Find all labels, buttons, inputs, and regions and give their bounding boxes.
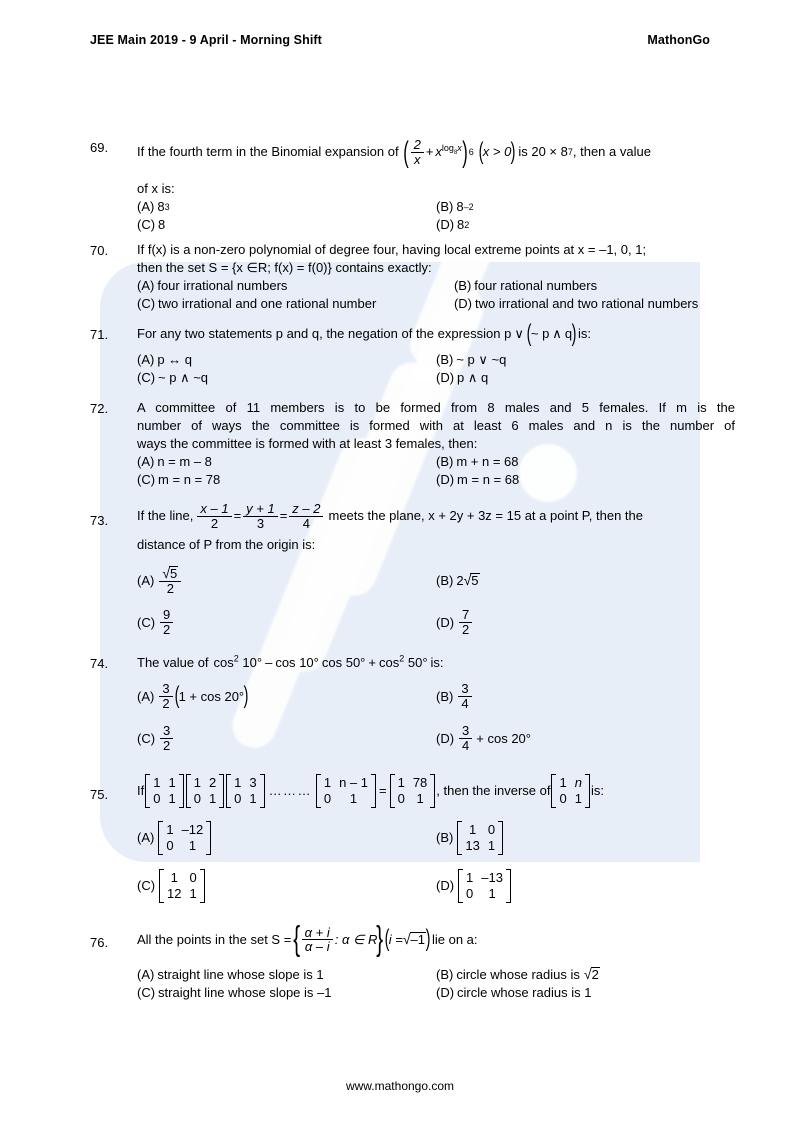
- option-a[interactable]: (A) p ↔ q: [137, 352, 193, 368]
- matrix-5: 1 78 0 1: [390, 774, 436, 808]
- page-footer: [0, 1079, 800, 1093]
- left-brace: {: [293, 919, 301, 958]
- website-url: www.mathongo.com: [345, 1079, 455, 1093]
- q75-equation: [137, 774, 735, 808]
- q73b-sqrt: √ 5: [463, 572, 479, 589]
- question-69: 69. If the fourth term in the Binomial expansion of ( $\frac{2}{x}$ + $x^{log_8x}$ ) 6 ( x > 0 ) is 20 × 8 7 , then a value of x is: (A) 8 3 (B) 8 –2 (C) 8 (D) 8 2: [90, 138, 735, 234]
- option-d[interactable]: (D) two irrational and two rational numbers: [453, 296, 699, 312]
- option-b[interactable]: (B) circle whose radius is √ 2: [436, 966, 599, 983]
- q71-options: [137, 351, 735, 387]
- question-number: 74.: [90, 655, 109, 671]
- option-c[interactable]: (C) straight line whose slope is –1: [137, 984, 332, 1000]
- q74-cos3: cos: [321, 654, 343, 670]
- q75-if: If: [137, 782, 145, 798]
- cond-right-paren: ): [510, 137, 516, 165]
- q76-fraction: $\frac{\alpha + i}{\alpha - i}$: [302, 926, 333, 954]
- option-d[interactable]: (D) circle whose radius is 1: [436, 984, 592, 1000]
- q71-or: ∨: [514, 326, 524, 342]
- q74-plus: +: [368, 654, 376, 670]
- option-a[interactable]: (A) 1 –12 0 1: [137, 814, 436, 862]
- cond-left-paren: (: [478, 137, 484, 165]
- q75d-matrix: 1 –13 0 1: [458, 869, 511, 903]
- q73-pre: If the line,: [137, 508, 194, 524]
- q73-fraction-1: $\frac{x - 1}{2}$: [197, 502, 231, 530]
- q69-fraction: $\frac{2}{x}$: [411, 138, 424, 166]
- q70-line1: If f(x) is a non-zero polynomial of degree four, having local extreme points at x = –1, 0, 1;: [137, 242, 647, 258]
- option-b[interactable]: (B) 8 –2: [436, 199, 474, 215]
- question-list: [90, 135, 735, 1004]
- option-a[interactable]: (A) √ 5 2: [137, 560, 436, 602]
- option-c[interactable]: (C) $\frac{3}{2}$: [137, 718, 436, 760]
- q76b-sqrt: √ 2: [583, 966, 599, 983]
- right-paren: ): [462, 135, 468, 169]
- question-number: 72.: [90, 401, 109, 417]
- q74a-fraction: $\frac{3}{2}$: [159, 682, 172, 710]
- option-b[interactable]: (B) m + n = 68: [436, 454, 519, 470]
- option-d[interactable]: (D) 8 2: [436, 217, 470, 233]
- question-70: [90, 241, 735, 313]
- option-a[interactable]: (A) 8 3: [137, 199, 170, 215]
- question-number: 71.: [90, 327, 109, 343]
- q73-fraction-3: $\frac{z - 2}{4}$: [289, 502, 323, 530]
- q76-i-def: i =: [388, 931, 403, 947]
- question-72: [90, 399, 735, 489]
- option-d[interactable]: (D) $\frac{3}{4}$ + cos 20°: [436, 723, 531, 754]
- q73-eq-2: =: [279, 508, 288, 524]
- option-c[interactable]: (C) 1 0 12 1: [137, 862, 436, 910]
- question-number: 73.: [90, 513, 109, 529]
- q76-options: [137, 966, 735, 1002]
- question-76: [90, 919, 735, 1002]
- q72-options: [137, 453, 735, 489]
- option-c[interactable]: (C) $\frac{9}{2}$: [137, 602, 436, 644]
- q73d-fraction: $\frac{7}{2}$: [459, 608, 472, 636]
- option-b[interactable]: (B) 2 √ 5: [436, 572, 479, 589]
- option-d[interactable]: (D) 1 –13 0 1: [436, 862, 735, 910]
- q69-base: x: [435, 144, 442, 160]
- option-d[interactable]: (D) $\frac{7}{2}$: [436, 602, 735, 644]
- q74-stem-pre: The value of: [137, 654, 209, 670]
- option-c[interactable]: (C) m = n = 78: [137, 472, 221, 488]
- q75c-matrix: 1 0 12 1: [159, 869, 205, 903]
- q73-post: meets the plane, x + 2y + 3z = 15 at a point P, then the: [328, 508, 643, 524]
- option-a[interactable]: (A) four irrational numbers: [137, 278, 288, 294]
- q73a-fraction: √ 5 2: [159, 566, 181, 596]
- q69-plus: +: [425, 144, 434, 160]
- matrix-2: 1 2 0 1: [186, 774, 224, 808]
- left-paren: (: [384, 925, 390, 953]
- matrix-1: 1 1 0 1: [145, 774, 183, 808]
- q75-mid: , then the inverse of: [436, 782, 551, 798]
- question-number: 75.: [90, 786, 109, 802]
- left-paren: (: [402, 135, 409, 169]
- option-d[interactable]: (D) m = n = 68: [436, 472, 520, 488]
- q69-exp-log: log: [441, 142, 454, 153]
- q71-inner-q: q: [564, 326, 573, 342]
- q76-post: lie on a:: [431, 931, 478, 947]
- q74-cos4: cos: [378, 654, 400, 670]
- q75-ellipsis: ………: [268, 782, 312, 798]
- q73-fraction-2: $\frac{y + 1}{3}$: [243, 502, 278, 530]
- q76-sqrt: √ –1: [402, 931, 425, 948]
- q73-line2: distance of P from the origin is:: [137, 536, 316, 552]
- q74b-fraction: $\frac{3}{4}$: [458, 682, 471, 710]
- q70-options: [137, 277, 735, 313]
- q72-line3: ways the committee is formed with at least 3 females, then:: [137, 436, 478, 452]
- question-75: [90, 774, 735, 910]
- option-d[interactable]: (D) p ∧ q: [436, 370, 489, 386]
- q74-cos1: cos: [213, 654, 234, 670]
- q74-cos2: cos: [275, 654, 296, 670]
- question-number: 76.: [90, 934, 109, 950]
- question-73: [90, 502, 735, 643]
- q69-stem-part2: is 20 × 8: [518, 144, 568, 160]
- q69-log-arg: x: [457, 142, 462, 153]
- option-c[interactable]: (C) ~ p ∧ ~q: [137, 370, 209, 386]
- question-71: [90, 319, 735, 387]
- question-number: 70.: [90, 243, 109, 259]
- right-paren: ): [571, 319, 577, 347]
- q71-line1-a: For any two statements p and q, the negation of the expression p: [137, 326, 512, 342]
- q72-line1: A committee of 11 members is to be formed from 8 males and 5 females. If m is the: [137, 400, 735, 416]
- q71-and: ∧: [552, 326, 562, 342]
- question-74: 74. The value of $\cos^2 10^\circ$ – cos 10° cos 50° + $\cos^2 50^\circ$ is: (A) $\frac{3}{2}$ ( 1 + cos 20° ) (B) $\frac{3}{4}$ (C) $\frac{3}{2}$ (D) $\frac{3}{4}$ + cos 20°: [90, 654, 735, 760]
- q75a-matrix: 1 –12 0 1: [158, 821, 211, 855]
- brand-logo-text: MathonGo: [647, 33, 710, 47]
- q74c-fraction: $\frac{3}{2}$: [160, 724, 173, 752]
- matrix-3: 1 3 0 1: [226, 774, 264, 808]
- q75-tail: is:: [590, 782, 604, 798]
- option-c[interactable]: (C) 8: [137, 217, 166, 233]
- matrix-6: 1 n 0 1: [551, 774, 589, 808]
- q73-options: [137, 560, 735, 644]
- q69-stem-part3: , then a value: [572, 144, 651, 160]
- q73c-fraction: $\frac{9}{2}$: [160, 608, 173, 636]
- exam-title: JEE Main 2019 - 9 April - Morning Shift: [90, 33, 322, 47]
- q69-log-base: 8: [453, 149, 458, 156]
- option-b[interactable]: (B) $\frac{3}{4}$: [436, 676, 735, 718]
- page-header: [90, 33, 710, 47]
- option-b[interactable]: (B) four rational numbers: [453, 278, 598, 294]
- option-a[interactable]: (A) $\frac{3}{2}$ ( 1 + cos 20° ): [137, 681, 249, 712]
- q74-options: [137, 676, 735, 760]
- option-c[interactable]: (C) two irrational and one rational number: [137, 296, 377, 312]
- option-a[interactable]: (A) straight line whose slope is 1: [137, 966, 324, 982]
- q74-minus: –: [265, 654, 273, 670]
- q69-condition: x > 0: [482, 144, 512, 160]
- q70-line2: then the set S = {x ∈R; f(x) = f(0)} contains exactly:: [137, 260, 432, 276]
- q76-set-condition: : α ∈ R: [334, 931, 378, 947]
- q76-pre: All the points in the set S =: [137, 931, 292, 947]
- q75b-matrix: 1 0 13 1: [457, 821, 503, 855]
- q74d-fraction: $\frac{3}{4}$: [459, 724, 472, 752]
- q69-options: [137, 198, 735, 234]
- option-b[interactable]: (B) 1 0 13 1: [436, 814, 735, 862]
- q74a-inner: 1 + cos 20°: [178, 688, 245, 704]
- q71-inner-negp: ~ p: [530, 326, 550, 342]
- question-number: 69.: [90, 140, 109, 155]
- q69-stem-part1: If the fourth term in the Binomial expansion of: [137, 144, 399, 160]
- q69-stem-line2: of x is:: [137, 181, 175, 197]
- q75-equals: =: [379, 782, 387, 798]
- q75-options: [137, 814, 735, 910]
- option-a[interactable]: (A) n = m – 8: [137, 454, 212, 470]
- left-paren: (: [526, 319, 532, 347]
- q73-eq-1: =: [233, 508, 242, 524]
- q74d-tail: + cos 20°: [476, 730, 531, 746]
- q74-stem-post: is:: [430, 654, 444, 670]
- q71-line1-b: is:: [578, 326, 592, 342]
- option-b[interactable]: (B) ~ p ∨ ~q: [436, 352, 507, 368]
- right-brace: }: [376, 919, 384, 958]
- matrix-4: 1 n – 1 0 1: [316, 774, 376, 808]
- right-paren: ): [425, 925, 431, 953]
- q72-line2: number of ways the committee is formed with at least 6 males and n is the number of: [137, 418, 735, 434]
